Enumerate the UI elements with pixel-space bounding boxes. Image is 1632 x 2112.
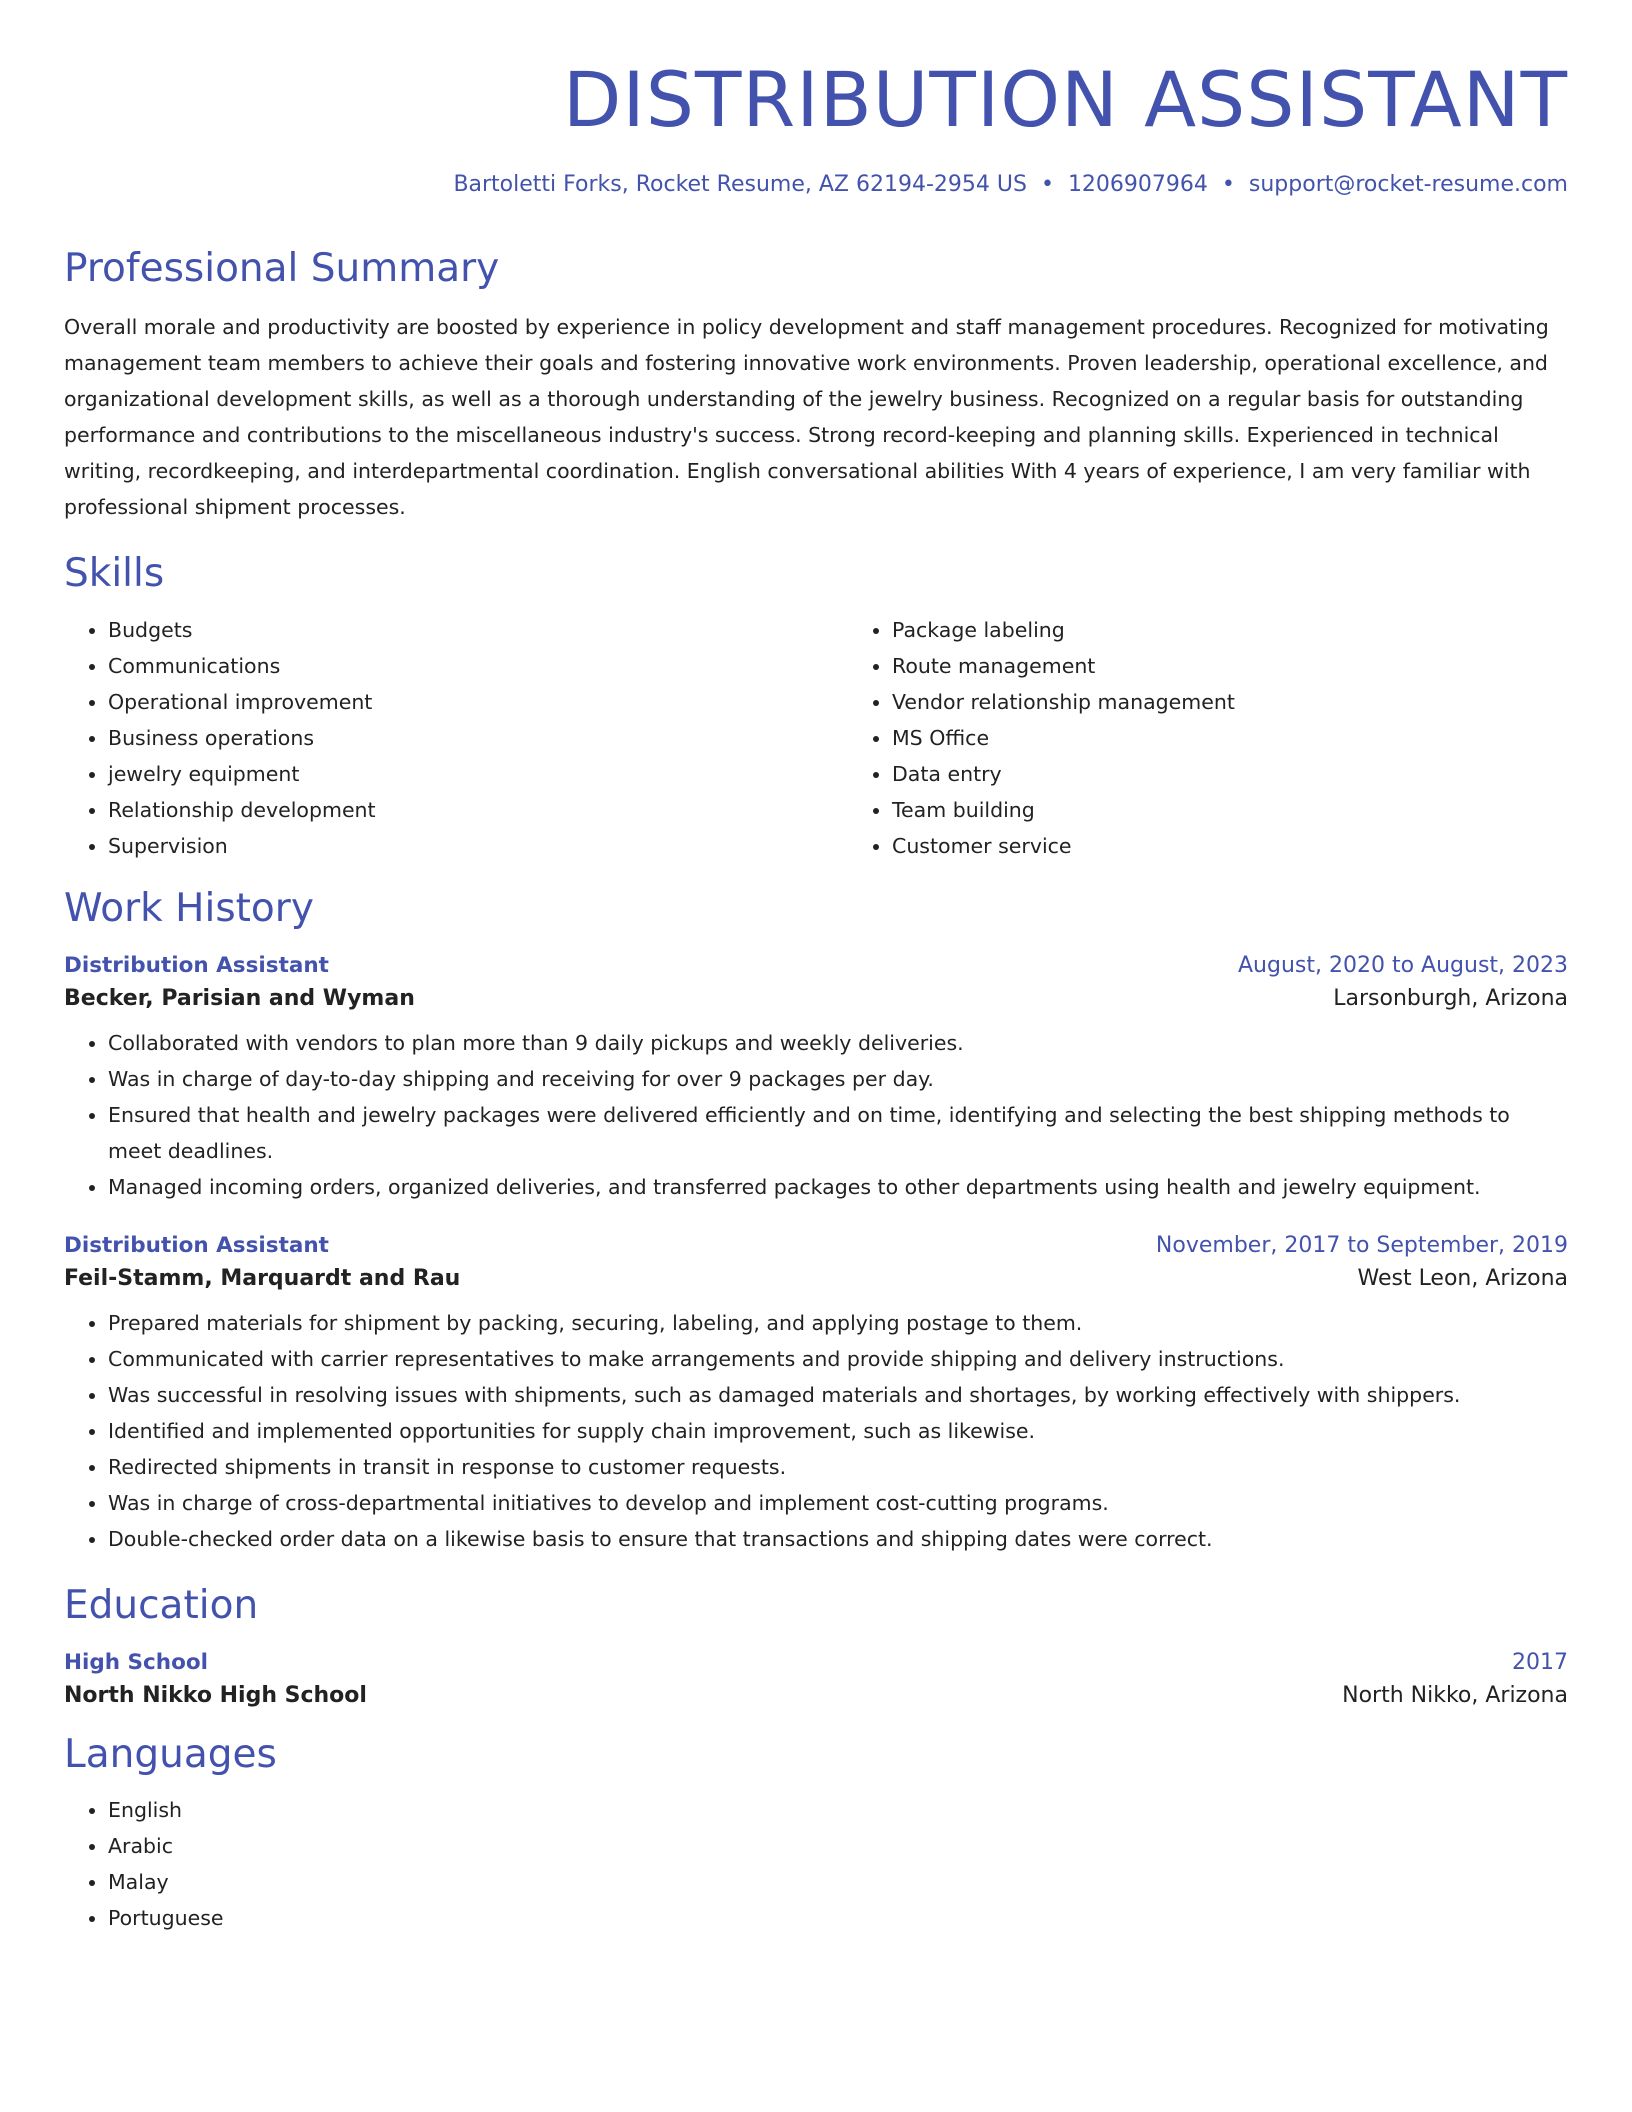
summary-text: Overall morale and productivity are boosted by experience in policy development and staff management procedures. Recognized for motivating management team members to achieve their goals and fostering innovative work environments. Proven leadership, operational excellence, and organizational development skills, as well as a thorough understanding of the jewelry business. Recognized on a regular basis for outstanding performance and contributions to the miscellaneous industry's success. Strong record-keeping and planning skills. Experienced in technical writing, recordkeeping, and interdepartmental coordination. English conversational abilities With 4 years of experience, I am very familiar with professional shipment processes. [64,315,1549,520]
skill-item: • MS Office [892,720,1632,756]
job-bullet: • Prepared materials for shipment by packing, securing, labeling, and applying postage to them. [108,1305,1568,1341]
languages-list [64,1792,1568,1936]
job-header [64,953,1568,978]
skill-item: • jewelry equipment [108,756,848,792]
job-bullets [64,1305,1568,1557]
skills-list-right [848,612,1632,864]
summary-heading: Professional Summary [64,246,500,292]
education-school: North Nikko High School [64,1682,367,1708]
job-company: Feil-Stamm, Marquardt and Rau [64,1265,461,1291]
job-location: West Leon, Arizona [1357,1265,1568,1291]
language-item: • Portuguese [108,1900,1568,1936]
skill-item: • Business operations [108,720,848,756]
job-bullet: • Identified and implemented opportunities for supply chain improvement, such as likewise. [108,1413,1568,1449]
job-bullet: • Communicated with carrier representatives to make arrangements and provide shipping and delivery instructions. [108,1341,1568,1377]
skill-item: • Operational improvement [108,684,848,720]
job-header [64,1233,1568,1258]
education-location: North Nikko, Arizona [1342,1682,1568,1708]
job-bullet: • Collaborated with vendors to plan more than 9 daily pickups and weekly deliveries. [108,1025,1568,1061]
language-item: • English [108,1792,1568,1828]
job-dates: November, 2017 to September, 2019 [1155,1232,1568,1258]
skill-item: • Customer service [892,828,1632,864]
skill-item: • Team building [892,792,1632,828]
job-bullets [64,1025,1568,1205]
education-heading: Education [64,1582,259,1628]
job-bullet: • Was in charge of day-to-day shipping and receiving for over 9 packages per day. [108,1061,1568,1097]
job-bullet: • Was successful in resolving issues with shipments, such as damaged materials and shortages, by working effectively with shippers. [108,1377,1568,1413]
education-subheader [64,1683,1568,1708]
skill-item: • Vendor relationship management [892,684,1632,720]
job-bullet: • Was in charge of cross-departmental initiatives to develop and implement cost-cutting programs. [108,1485,1568,1521]
education-year: 2017 [1512,1649,1568,1675]
contact-email[interactable]: support@rocket-resume.com [1248,172,1568,197]
contact-address: Bartoletti Forks, Rocket Resume, AZ 62194-2954 US [453,172,1027,197]
skill-item: • Supervision [108,828,848,864]
job-subheader [64,1266,1568,1291]
skills-list-left [64,612,848,864]
skills-heading: Skills [64,551,165,597]
job-title: Distribution Assistant [64,952,329,978]
job-bullet: • Redirected shipments in transit in response to customer requests. [108,1449,1568,1485]
resume-title: DISTRIBUTION ASSISTANT [562,55,1568,144]
language-item: • Arabic [108,1828,1568,1864]
education-degree: High School [64,1649,208,1675]
job-title: Distribution Assistant [64,1232,329,1258]
languages-heading: Languages [64,1731,277,1777]
work-heading: Work History [64,885,314,931]
contact-phone: 1206907964 [1067,172,1208,197]
skill-item: • Budgets [108,612,848,648]
skill-item: • Communications [108,648,848,684]
language-item: • Malay [108,1864,1568,1900]
job-dates: August, 2020 to August, 2023 [1238,952,1568,978]
job-bullet: • Managed incoming orders, organized deliveries, and transferred packages to other departments using health and jewelry equipment. [108,1169,1568,1205]
skill-item: • Route management [892,648,1632,684]
job-bullet: • Double-checked order data on a likewise basis to ensure that transactions and shipping dates were correct. [108,1521,1568,1557]
education-header [64,1650,1568,1675]
job-company: Becker, Parisian and Wyman [64,985,415,1011]
contact-separator: • [1040,172,1054,197]
job-subheader [64,986,1568,1011]
education-entry [64,1650,1568,1708]
skills-columns [64,612,1568,864]
job-entry [64,953,1568,1205]
contact-line [64,172,1568,198]
job-entry [64,1233,1568,1557]
skill-item: • Relationship development [108,792,848,828]
job-location: Larsonburgh, Arizona [1333,985,1568,1011]
skill-item: • Package labeling [892,612,1632,648]
contact-separator: • [1221,172,1235,197]
skill-item: • Data entry [892,756,1632,792]
job-bullet: • Ensured that health and jewelry packages were delivered efficiently and on time, identifying and selecting the best shipping methods to meet deadlines. [108,1097,1568,1169]
